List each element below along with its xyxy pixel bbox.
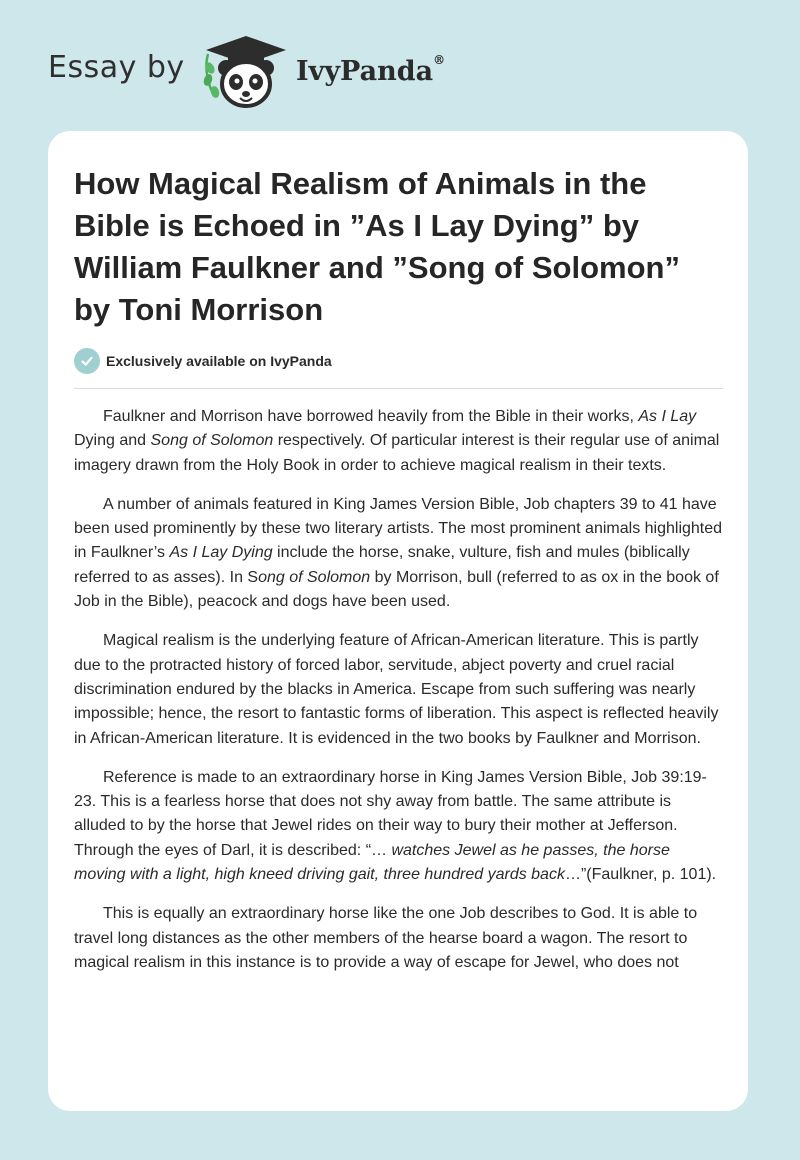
paragraph: Magical realism is the underlying feature of African-American literature. This is partly due to the protracted history of forced labor, servitude, abject poverty and cruel racial discrimination endured by the blacks in America. Escape from such suffering was nearly impossible; hence, the resort to fantastic forms of liberation. This aspect is reflected heavily in African-American literature. It is evidenced in the two books by Faulkner and Morrison. <box>74 632 719 747</box>
article-body <box>74 405 724 990</box>
article-title: How Magical Realism of Animals in the Bible is Echoed in ”As I Lay Dying” by William Faulkner and ”Song of Solomon” by Toni Morrison <box>74 166 680 327</box>
article-card <box>48 131 748 1111</box>
brand-name[interactable]: IvyPanda® <box>296 53 446 87</box>
site-header <box>0 0 800 120</box>
paragraph: A number of animals featured in King James Version Bible, Job chapters 39 to 41 have been used prominently by these two literary artists. The most prominent animals highlighted in Faulkner’s As I Lay Dying include the horse, snake, vulture, fish and mules (biblically referred to as asses). In Song of Solomon by Morrison, bull (referred to as ox in the book of Job in the Bible), peacock and dogs have been used. <box>74 495 723 611</box>
essay-by-label: Essay by <box>48 50 185 85</box>
panda-logo-icon[interactable] <box>200 34 292 110</box>
exclusive-badge-text: Exclusively available on IvyPanda <box>106 353 332 369</box>
exclusive-badge <box>74 348 332 374</box>
divider <box>74 388 723 389</box>
paragraph: Faulkner and Morrison have borrowed heavily from the Bible in their works, As I Lay Dying and Song of Solomon respectively. Of particular interest is their regular use of animal imagery drawn from the Holy Book in order to achieve magical realism in their texts. <box>74 408 720 474</box>
paragraph: Reference is made to an extraordinary horse in King James Version Bible, Job 39:19-23. This is a fearless horse that does not shy away from battle. The same attribute is alluded to by the horse that Jewel rides on their way to bury their mother at Jefferson. Through the eyes of Darl, it is described: “… watches Jewel as he passes, the horse moving with a light, high kneed driving gait, three hundred yards back…”(Faulkner, p. 101). <box>74 768 717 884</box>
paragraph: This is equally an extraordinary horse like the one Job describes to God. It is able to travel long distances as the other members of the hearse board a wagon. The resort to magical realism in this instance is to provide a way of escape for Jewel, who does not <box>74 905 698 971</box>
check-circle-icon <box>74 348 100 374</box>
registered-mark: ® <box>433 53 446 67</box>
